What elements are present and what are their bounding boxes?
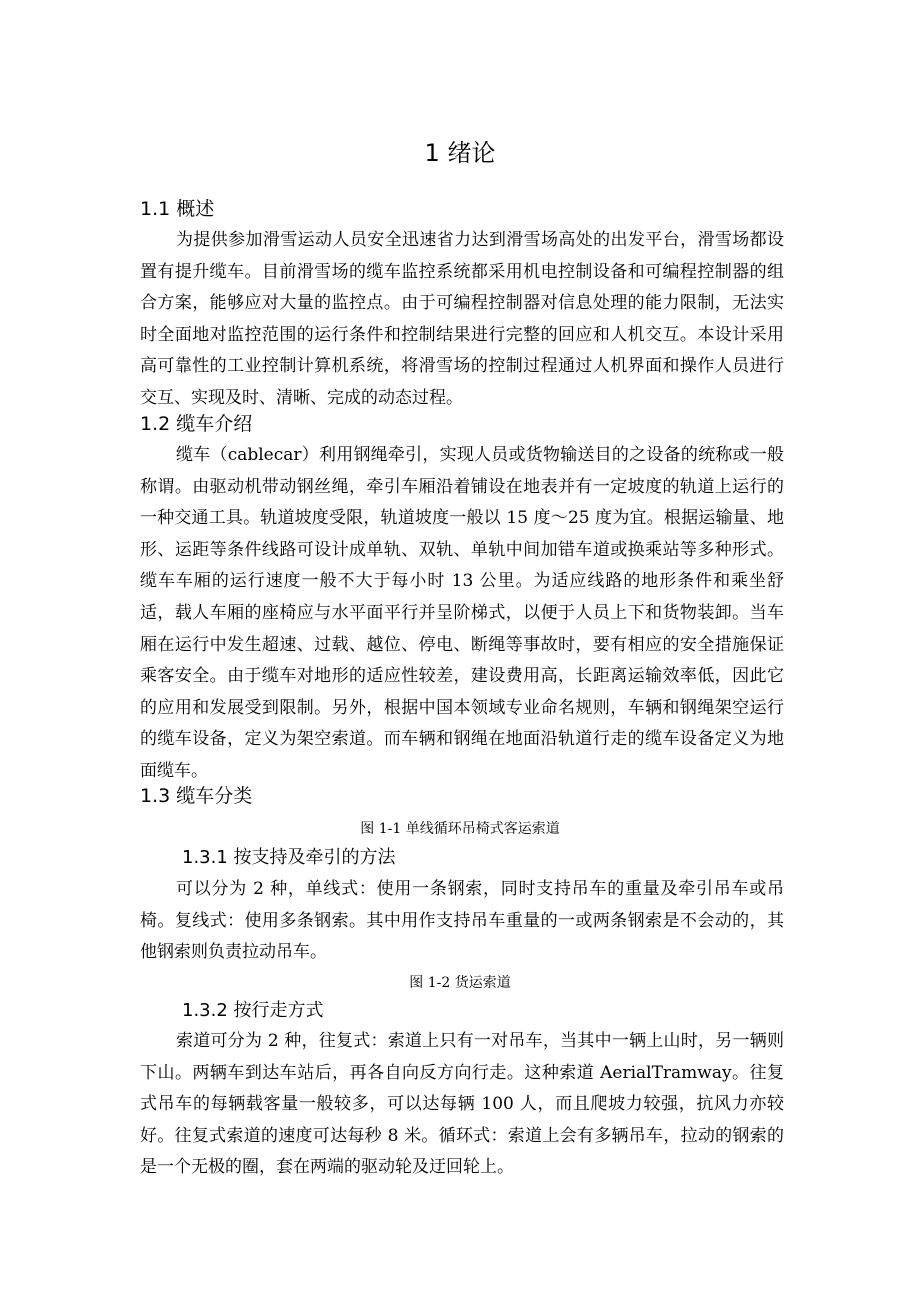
section-heading-cablecar-types: 1.3 缆车分类 <box>140 785 253 807</box>
subsection-heading-travel-mode: 1.3.2 按行走方式 <box>182 1000 324 1021</box>
figure-caption-1-2: 图 1-2 货运索道 <box>409 975 511 991</box>
travel-mode-paragraph: 索道可分为 2 种，往复式：索道上只有一对吊车，当其中一辆上山时，另一辆则下山。两辆车到达车站后，再各自向反方向行走。这种索道 AerialTramway。往复式吊车的每辆载客量一般较多，可以达每辆 100 人，而且爬坡力较强，抗风力亦较好。往复式索道的速度可达每秒 8 米。循环式：索道上会有多辆吊车，拉动的钢索的是一个无极的圈，套在两端的驱动轮及迂回轮上。 <box>140 1031 784 1178</box>
figure-caption-1-1: 图 1-1 单线循环吊椅式客运索道 <box>360 821 560 837</box>
cablecar-intro-paragraph: 缆车（cablecar）利用钢绳牵引，实现人员或货物输送目的之设备的统称或一般称谓。由驱动机带动钢丝绳，牵引车厢沿着铺设在地表并有一定坡度的轨道上运行的一种交通工具。轨道坡度受限，轨道坡度一般以 15 度～25 度为宜。根据运输量、地形、运距等条件线路可设计成单轨、双轨、单轨中间加错车道或换乘站等多种形式。缆车车厢的运行速度一般不大于每小时 13 公里。为适应线路的地形条件和乘坐舒适，载人车厢的座椅应与水平面平行并呈阶梯式，以便于人员上下和货物装卸。当车厢在运行中发生超速、过载、越位、停电、断绳等事故时，要有相应的安全措施保证乘客安全。由于缆车对地形的适应性较差，建设费用高，长距离运输效率低，因此它的应用和发展受到限制。另外，根据中国本领域专业命名规则，车辆和钢绳架空运行的缆车设备，定义为架空索道。而车辆和钢绳在地面沿轨道行走的缆车设备定义为地面缆车。 <box>140 445 784 781</box>
section-heading-overview: 1.1 概述 <box>140 198 215 220</box>
support-traction-paragraph: 可以分为 2 种，单线式：使用一条钢索，同时支持吊车的重量及牵引吊车或吊椅。复线式：使用多条钢索。其中用作支持吊车重量的一或两条钢索是不会动的，其他钢索则负责拉动吊车。 <box>140 879 784 963</box>
overview-paragraph: 为提供参加滑雪运动人员安全迅速省力达到滑雪场高处的出发平台，滑雪场都设置有提升缆车。目前滑雪场的缆车监控系统都采用机电控制设备和可编程控制器的组合方案，能够应对大量的监控点。由于可编程控制器对信息处理的能力限制，无法实时全面地对监控范围的运行条件和控制结果进行完整的回应和人机交互。本设计采用高可靠性的工业控制计算机系统，将滑雪场的控制过程通过人机界面和操作人员进行交互、实现及时、清晰、完成的动态过程。 <box>140 230 784 408</box>
section-heading-cablecar-intro: 1.2 缆车介绍 <box>140 413 253 435</box>
chapter-title: 1 绪论 <box>424 139 496 167</box>
subsection-heading-support-traction: 1.3.1 按支持及牵引的方法 <box>182 847 396 868</box>
